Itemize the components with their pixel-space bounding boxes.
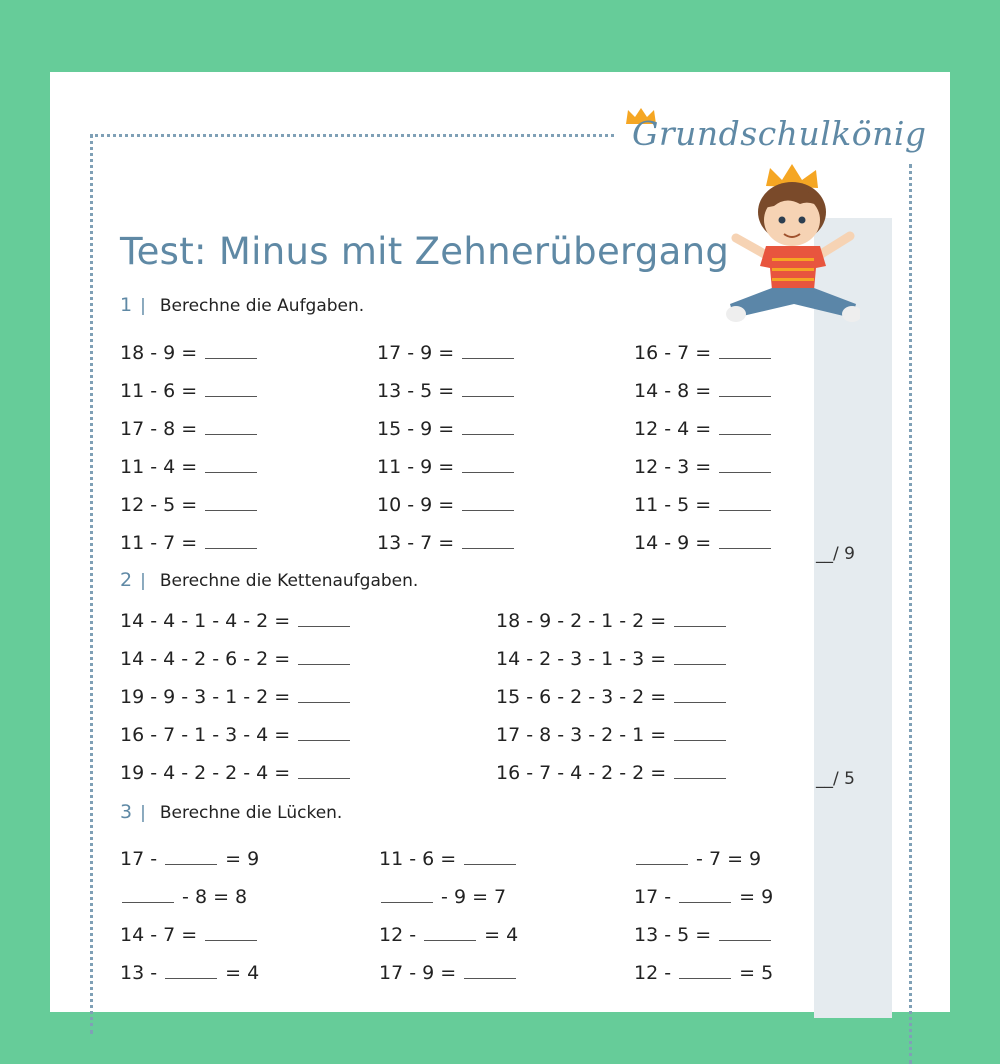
- task-s2-c2-r2: [496, 646, 728, 670]
- task-s2-c2-r4: [496, 722, 728, 746]
- answer-blank[interactable]: [205, 492, 257, 511]
- answer-blank[interactable]: [719, 340, 771, 359]
- gap-blank[interactable]: [122, 884, 174, 903]
- task-prefix: 17 -: [634, 886, 672, 908]
- task-s1-c1-r2: [120, 378, 259, 402]
- task-expression: 16 - 7 - 1 - 3 - 4 =: [120, 724, 291, 746]
- gap-blank[interactable]: [636, 846, 688, 865]
- dotted-border-top: [90, 134, 614, 137]
- gap-blank[interactable]: [165, 846, 217, 865]
- task-prefix: 11 - 6 =: [379, 848, 457, 870]
- task-expression: 11 - 6 =: [120, 380, 198, 402]
- task-s2-c2-r5: [496, 760, 728, 784]
- answer-blank[interactable]: [719, 454, 771, 473]
- section-number: 1: [120, 294, 133, 316]
- task-expression: 14 - 2 - 3 - 1 - 3 =: [496, 648, 667, 670]
- dotted-border-right: [909, 164, 912, 1064]
- child-illustration: [726, 164, 860, 334]
- task-expression: 17 - 8 =: [120, 418, 198, 440]
- task-suffix: - 7 = 9: [696, 848, 762, 870]
- task-s3-c3-r1: [634, 846, 761, 870]
- section-divider: |: [140, 296, 146, 316]
- task-s1-c3-r1: [634, 340, 773, 364]
- answer-blank[interactable]: [674, 722, 726, 741]
- task-prefix: 13 -: [120, 962, 158, 984]
- task-suffix: - 8 = 8: [182, 886, 248, 908]
- gap-blank[interactable]: [679, 960, 731, 979]
- answer-blank[interactable]: [462, 530, 514, 549]
- section-3-heading: [120, 801, 342, 823]
- task-s1-c2-r3: [377, 416, 516, 440]
- task-s3-c3-r3: [634, 922, 773, 946]
- task-expression: 11 - 9 =: [377, 456, 455, 478]
- answer-blank[interactable]: [298, 646, 350, 665]
- task-s3-c2-r4: [379, 960, 518, 984]
- task-expression: 16 - 7 - 4 - 2 - 2 =: [496, 762, 667, 784]
- task-expression: 14 - 4 - 2 - 6 - 2 =: [120, 648, 291, 670]
- gap-blank[interactable]: [679, 884, 731, 903]
- task-suffix: = 5: [739, 962, 774, 984]
- gap-blank[interactable]: [464, 846, 516, 865]
- task-s1-c1-r3: [120, 416, 259, 440]
- task-expression: 18 - 9 =: [120, 342, 198, 364]
- section-1-score: __/ 9: [816, 544, 855, 564]
- task-s2-c1-r1: [120, 608, 352, 632]
- task-expression: 11 - 7 =: [120, 532, 198, 554]
- task-expression: 10 - 9 =: [377, 494, 455, 516]
- task-expression: 15 - 9 =: [377, 418, 455, 440]
- section-divider: |: [140, 803, 146, 823]
- answer-blank[interactable]: [719, 416, 771, 435]
- task-s3-c2-r2: [379, 884, 506, 908]
- task-expression: 18 - 9 - 2 - 1 - 2 =: [496, 610, 667, 632]
- gap-blank[interactable]: [165, 960, 217, 979]
- gap-blank[interactable]: [381, 884, 433, 903]
- task-expression: 12 - 5 =: [120, 494, 198, 516]
- task-s3-c1-r3: [120, 922, 259, 946]
- score-column: [814, 218, 892, 1018]
- section-number: 2: [120, 569, 133, 591]
- task-expression: 11 - 5 =: [634, 494, 712, 516]
- task-prefix: 14 - 7 =: [120, 924, 198, 946]
- task-suffix: - 9 = 7: [441, 886, 507, 908]
- task-s3-c2-r3: [379, 922, 518, 946]
- answer-blank[interactable]: [719, 492, 771, 511]
- task-s3-c1-r2: [120, 884, 247, 908]
- section-2-heading: [120, 569, 418, 591]
- answer-blank[interactable]: [205, 454, 257, 473]
- task-expression: 13 - 5 =: [377, 380, 455, 402]
- task-suffix: = 9: [225, 848, 260, 870]
- task-s1-c3-r4: [634, 454, 773, 478]
- task-s1-c1-r4: [120, 454, 259, 478]
- task-s2-c1-r5: [120, 760, 352, 784]
- task-s2-c2-r1: [496, 608, 728, 632]
- task-s2-c1-r3: [120, 684, 352, 708]
- task-s1-c3-r3: [634, 416, 773, 440]
- task-expression: 17 - 9 =: [377, 342, 455, 364]
- answer-blank[interactable]: [674, 608, 726, 627]
- answer-blank[interactable]: [298, 722, 350, 741]
- task-prefix: 17 -: [120, 848, 158, 870]
- task-s3-c3-r2: [634, 884, 773, 908]
- answer-blank[interactable]: [205, 378, 257, 397]
- gap-blank[interactable]: [424, 922, 476, 941]
- task-s3-c3-r4: [634, 960, 773, 984]
- task-prefix: 12 -: [634, 962, 672, 984]
- answer-blank[interactable]: [462, 378, 514, 397]
- task-expression: 16 - 7 =: [634, 342, 712, 364]
- task-s2-c2-r3: [496, 684, 728, 708]
- task-s1-c3-r2: [634, 378, 773, 402]
- task-prefix: 12 -: [379, 924, 417, 946]
- answer-blank[interactable]: [298, 684, 350, 703]
- answer-blank[interactable]: [719, 378, 771, 397]
- task-s1-c2-r4: [377, 454, 516, 478]
- task-s1-c2-r2: [377, 378, 516, 402]
- task-s2-c1-r2: [120, 646, 352, 670]
- task-s1-c3-r6: [634, 530, 773, 554]
- section-2-score: __/ 5: [816, 769, 855, 789]
- section-instruction: Berechne die Kettenaufgaben.: [159, 571, 419, 591]
- section-1-heading: [120, 294, 364, 316]
- task-expression: 15 - 6 - 2 - 3 - 2 =: [496, 686, 667, 708]
- gap-blank[interactable]: [719, 922, 771, 941]
- task-s1-c2-r5: [377, 492, 516, 516]
- worksheet-page: [50, 72, 950, 1012]
- answer-blank[interactable]: [205, 416, 257, 435]
- section-instruction: Berechne die Aufgaben.: [159, 296, 365, 316]
- task-s3-c2-r1: [379, 846, 518, 870]
- task-s3-c1-r4: [120, 960, 259, 984]
- task-expression: 12 - 3 =: [634, 456, 712, 478]
- task-expression: 19 - 4 - 2 - 2 - 4 =: [120, 762, 291, 784]
- task-s1-c2-r6: [377, 530, 516, 554]
- gap-blank[interactable]: [464, 960, 516, 979]
- task-s1-c1-r1: [120, 340, 259, 364]
- section-number: 3: [120, 801, 133, 823]
- dotted-border-left: [90, 134, 93, 1034]
- task-prefix: 17 - 9 =: [379, 962, 457, 984]
- answer-blank[interactable]: [205, 530, 257, 549]
- answer-blank[interactable]: [462, 340, 514, 359]
- task-expression: 11 - 4 =: [120, 456, 198, 478]
- task-s1-c1-r5: [120, 492, 259, 516]
- task-expression: 19 - 9 - 3 - 1 - 2 =: [120, 686, 291, 708]
- task-suffix: = 4: [484, 924, 519, 946]
- task-expression: 14 - 4 - 1 - 4 - 2 =: [120, 610, 291, 632]
- answer-blank[interactable]: [674, 684, 726, 703]
- section-divider: |: [140, 571, 146, 591]
- answer-blank[interactable]: [674, 646, 726, 665]
- answer-blank[interactable]: [719, 530, 771, 549]
- task-expression: 13 - 7 =: [377, 532, 455, 554]
- task-expression: 17 - 8 - 3 - 2 - 1 =: [496, 724, 667, 746]
- task-suffix: = 4: [225, 962, 260, 984]
- brand-logo: Grundschulkönig: [632, 114, 927, 153]
- answer-blank[interactable]: [462, 454, 514, 473]
- answer-blank[interactable]: [462, 416, 514, 435]
- task-s1-c3-r5: [634, 492, 773, 516]
- task-expression: 12 - 4 =: [634, 418, 712, 440]
- gap-blank[interactable]: [205, 922, 257, 941]
- answer-blank[interactable]: [298, 760, 350, 779]
- task-s3-c1-r1: [120, 846, 259, 870]
- answer-blank[interactable]: [674, 760, 726, 779]
- task-expression: 14 - 8 =: [634, 380, 712, 402]
- answer-blank[interactable]: [462, 492, 514, 511]
- task-s1-c2-r1: [377, 340, 516, 364]
- task-suffix: = 9: [739, 886, 774, 908]
- page-title: Test: Minus mit Zehnerübergang: [120, 230, 730, 273]
- task-s1-c1-r6: [120, 530, 259, 554]
- task-s2-c1-r4: [120, 722, 352, 746]
- task-prefix: 13 - 5 =: [634, 924, 712, 946]
- section-instruction: Berechne die Lücken.: [159, 803, 343, 823]
- task-expression: 14 - 9 =: [634, 532, 712, 554]
- answer-blank[interactable]: [298, 608, 350, 627]
- answer-blank[interactable]: [205, 340, 257, 359]
